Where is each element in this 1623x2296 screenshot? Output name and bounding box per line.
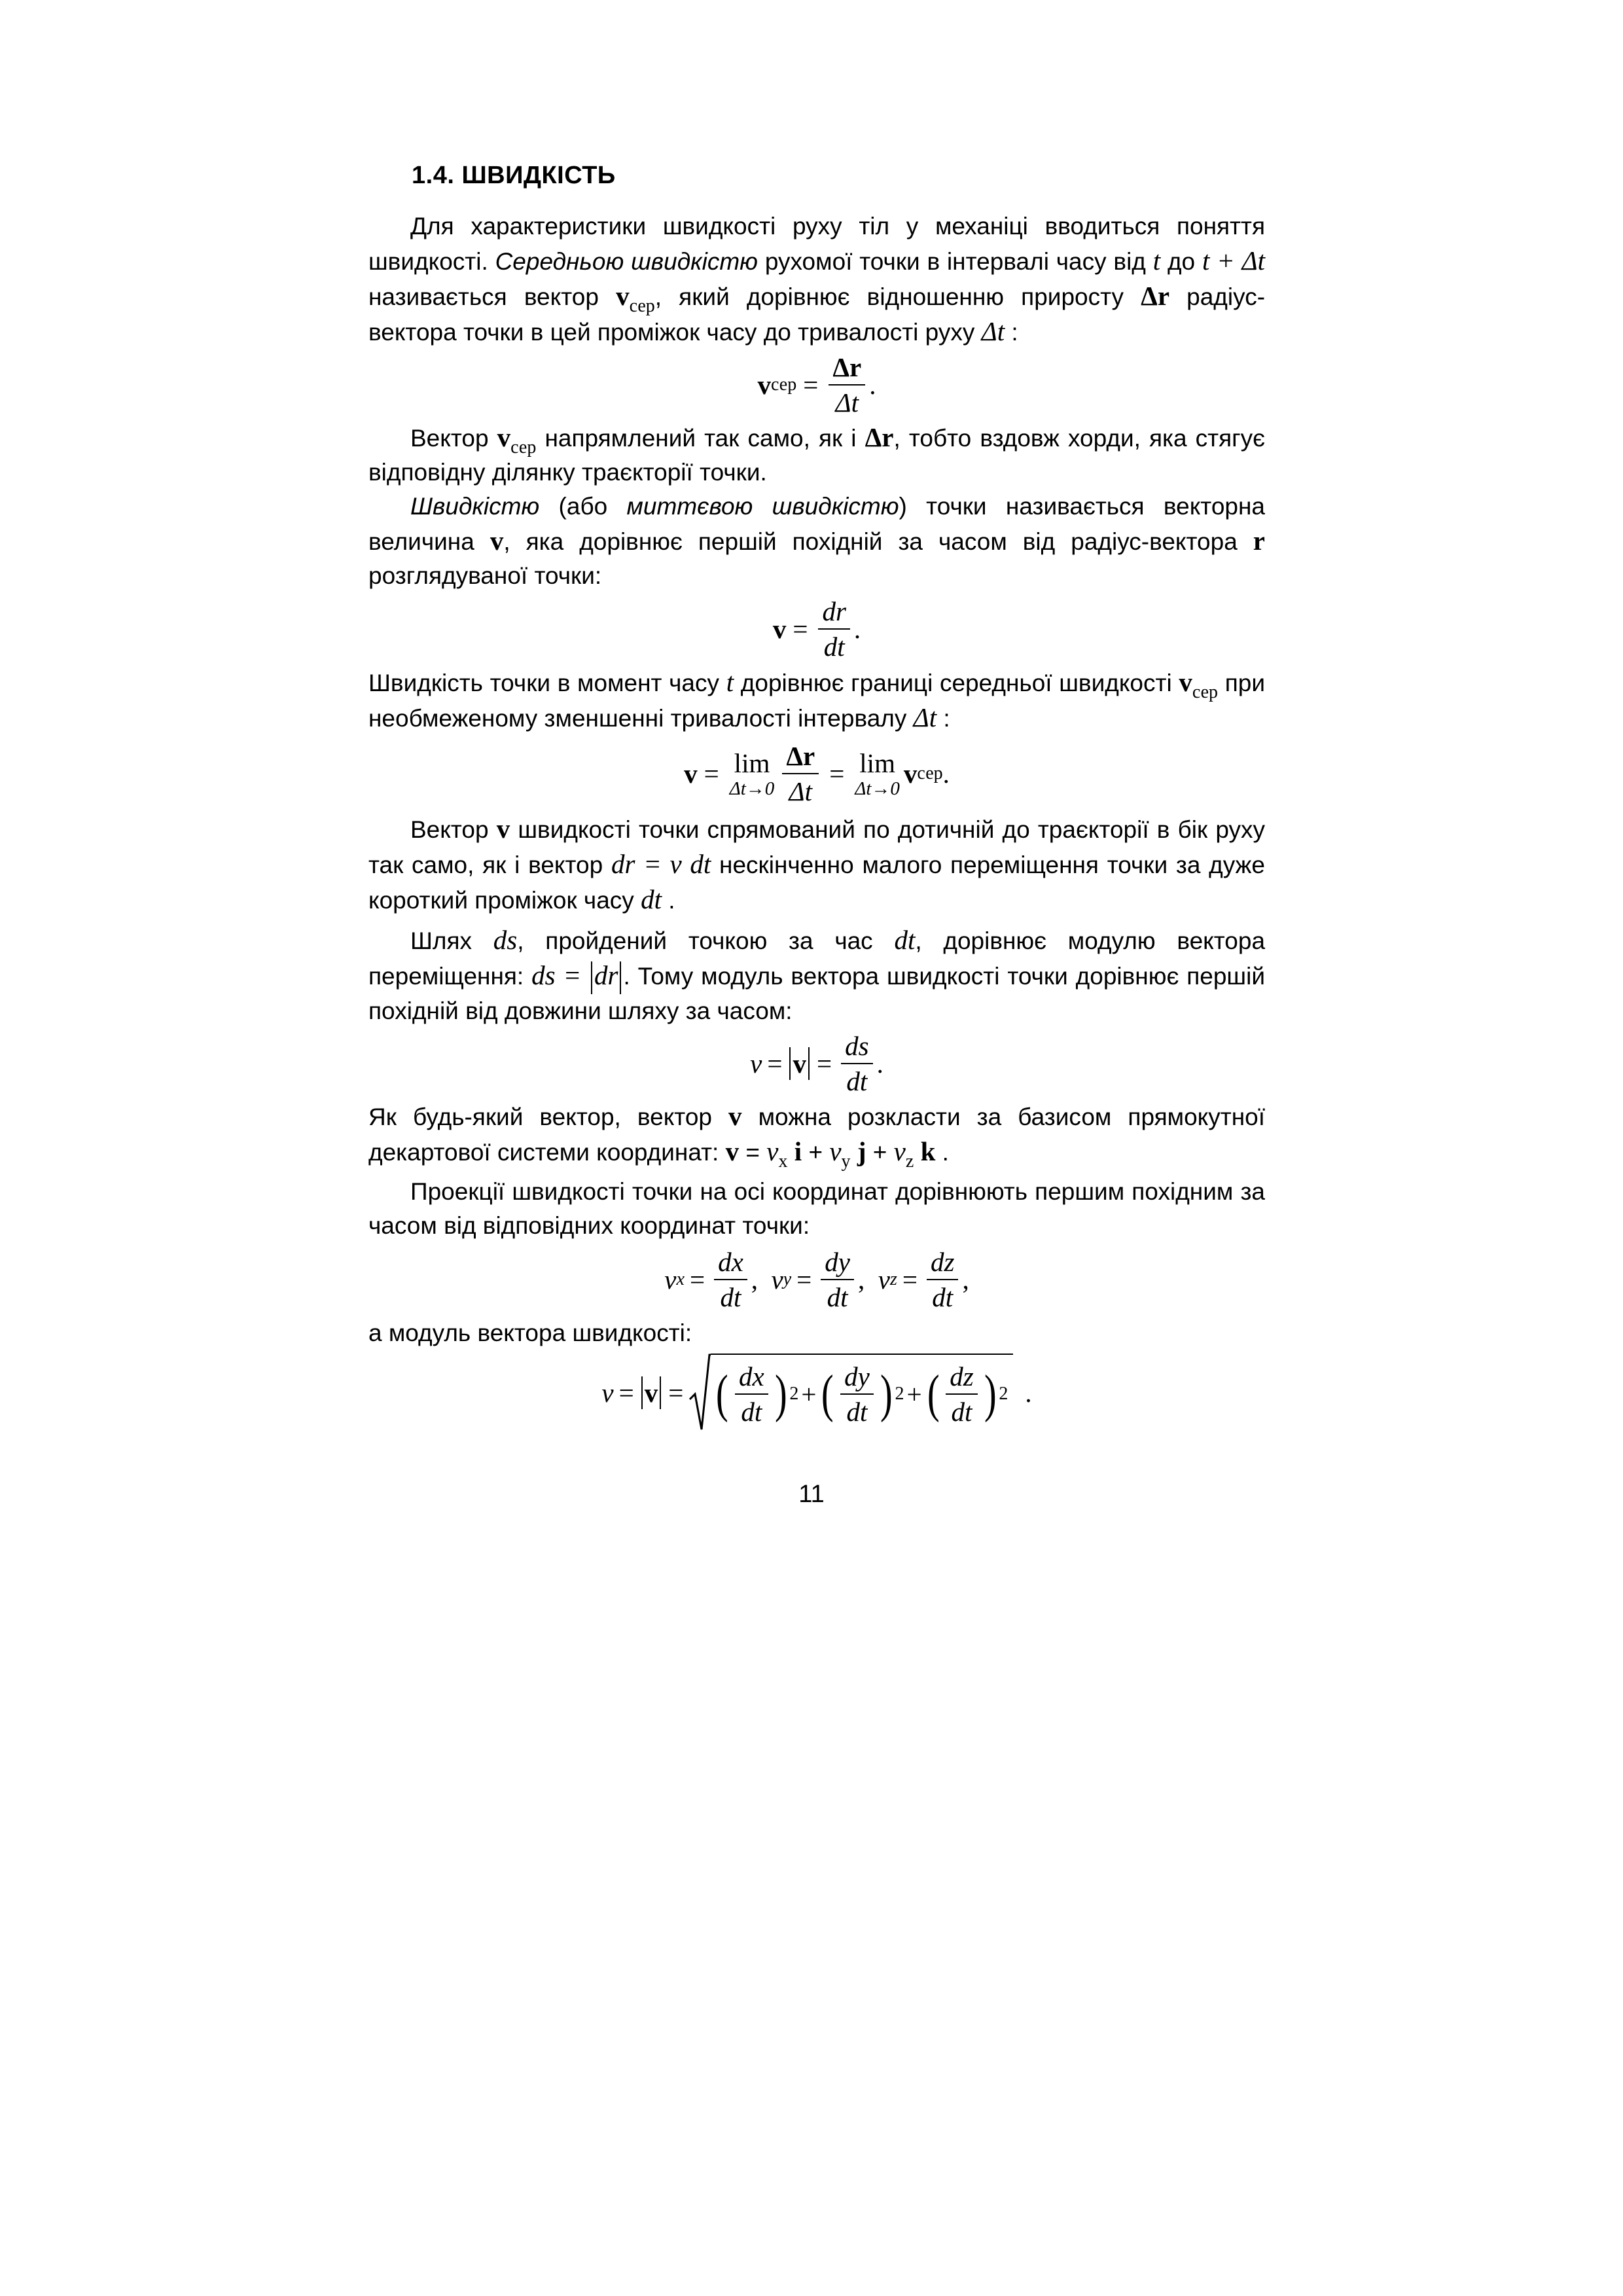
symbol-delta-r: Δr: [865, 422, 894, 452]
text: дорівнює границі середньої швидкості: [740, 670, 1172, 696]
lim-sub: Δt→0: [855, 778, 900, 799]
denominator: dt: [846, 1066, 868, 1097]
eq-v-italic: v: [750, 1049, 762, 1079]
fraction: [818, 594, 849, 664]
lim: lim: [734, 748, 770, 778]
fraction: [829, 350, 865, 420]
symbol-t: t: [726, 667, 734, 697]
text: ) точки називається векторна величина: [368, 493, 1266, 555]
unit-i: i: [794, 1136, 802, 1167]
lim-sub: Δt→0: [729, 778, 775, 799]
text: Шлях: [410, 927, 473, 954]
text: розглядуваної точки:: [368, 562, 602, 589]
denominator: dt: [823, 632, 845, 662]
symbol-r: r: [1253, 526, 1265, 556]
symbol-t: t: [1152, 245, 1161, 276]
text: при необмеженому зменшенні тривалості інтервалу: [368, 670, 1266, 732]
eq-v: v: [684, 759, 698, 789]
fraction: [714, 1245, 747, 1314]
equation-velocity: v = $\frac{dr}{dt}$ .: [368, 593, 1265, 665]
numerator: dy: [821, 1245, 854, 1280]
denominator: dt: [741, 1397, 762, 1427]
text: а модуль вектора швидкості:: [368, 1319, 692, 1347]
equation-limit: v = lim Δt→0 $\frac{\Delta r}{\Delta t}$ = lim Δt→0 v сер .: [368, 736, 1265, 812]
text: напрямлений так само, як і: [544, 425, 857, 452]
denominator: dt: [827, 1282, 848, 1313]
text: Для характеристики швидкості руху тіл у механіці вводиться поняття швидкості.: [368, 213, 1265, 275]
denominator: dt: [932, 1282, 954, 1313]
text: , пройдений точкою за час: [517, 927, 873, 954]
numerator: dz: [927, 1245, 958, 1280]
equation-components: v x = $\frac{dx}{dt}$ , v y = $\frac{dy}{dt}$ , v z = $\frac{dz}{dt}$ ,: [368, 1243, 1265, 1316]
paragraph-path: [368, 923, 1265, 1028]
denominator: dt: [720, 1282, 741, 1313]
numerator: dx: [714, 1245, 747, 1280]
symbol-t-plus-dt: t + Δt: [1202, 245, 1266, 276]
symbol-v: v: [497, 422, 511, 452]
paragraph-direction: [368, 420, 1265, 490]
term-instant-velocity: миттєвою швидкістю: [626, 493, 899, 520]
numerator: dy: [840, 1359, 874, 1395]
symbol-delta-t: Δt: [913, 702, 937, 732]
numerator: Δr: [782, 739, 819, 774]
text: швидкості точки спрямований по дотичній до траєкторії в бік руху так само, як і вектор: [368, 816, 1265, 878]
subscript-cep: сер: [510, 437, 537, 457]
fraction: [735, 1359, 768, 1429]
v-z: v: [878, 1265, 890, 1295]
text: , тобто вздовж хорди, яка стягує відповідну ділянку траєкторії точки.: [368, 425, 1266, 486]
section-title: 1.4. ШВИДКІСТЬ: [412, 162, 616, 189]
eq-v: v: [772, 614, 787, 644]
symbol-v: v: [490, 526, 504, 556]
symbol-v: v: [496, 814, 510, 844]
denominator: dt: [951, 1397, 972, 1427]
paragraph-average-velocity: Для характеристики швидкості руху тіл у механіці вводиться поняття швидкості. Середньою швидкістю рухомої точки в інтервалі часу від t до t + Δt називається вектор $v_{сер}$, який дорівнює відношенню приросту Δr радіус-вектора точки в цей проміжок часу до тривалості руху Δt :: [368, 213, 1266, 346]
text: радіус-вектора точки в цей проміжок часу до тривалості руху: [368, 283, 1266, 346]
unit-k: k: [920, 1136, 936, 1167]
lim: lim: [859, 748, 895, 778]
eq-v-cep: v: [903, 759, 918, 789]
v-x: v: [664, 1265, 677, 1295]
symbol-ds-eq: ds =: [531, 960, 589, 990]
page-number: 11: [798, 1480, 825, 1508]
denominator: dt: [846, 1397, 868, 1427]
v-y: v: [771, 1265, 783, 1295]
fraction: [927, 1245, 958, 1314]
eq-v: v: [793, 1049, 806, 1079]
symbol-v: v: [728, 1101, 742, 1132]
text: можна розкласти за базисом прямокутної декартової системи координат:: [368, 1103, 1265, 1166]
eq-v: v: [757, 370, 771, 400]
paragraph-projections: [368, 1175, 1265, 1243]
paragraph-modulus: [368, 1316, 1265, 1350]
symbol-ds: ds: [493, 925, 518, 955]
term-average-velocity: Середньою швидкістю: [495, 248, 758, 275]
subscript-cep: сер: [1192, 682, 1219, 702]
symbol-dt: dt: [641, 884, 662, 914]
paragraph-limit: Швидкість точки в момент часу t дорівнює границі середньої швидкості $v_{сер}$ при необмеженому зменшенні тривалості інтервалу Δt :: [368, 667, 1266, 732]
term-velocity: Швидкістю: [410, 493, 540, 520]
text: , дорівнює модулю вектора переміщення:: [368, 927, 1266, 990]
text: нескінченно малого переміщення точки за дуже короткий проміжок часу: [368, 852, 1265, 914]
fraction: [821, 1245, 854, 1314]
symbol-delta-t: Δt: [981, 316, 1005, 346]
limit: [730, 748, 775, 799]
limit: [855, 748, 900, 799]
paragraph-tangent: Вектор v швидкості точки спрямований по дотичній до траєкторії в бік руху так само, як і вектор dr = v dt нескінченно малого переміщення точки за дуже короткий проміжок часу dt .: [368, 814, 1265, 914]
unit-j: j: [857, 1136, 866, 1167]
eq-v: v: [725, 1136, 740, 1167]
fraction: [840, 1359, 874, 1429]
eq-v: v: [644, 1378, 658, 1408]
fraction: [841, 1029, 872, 1098]
numerator: dz: [946, 1359, 977, 1395]
text: рухомої точки в інтервалі часу від: [764, 248, 1146, 275]
v-y: v: [829, 1136, 842, 1167]
paragraph-instant-velocity: [368, 490, 1265, 593]
text: Проекції швидкості точки на осі координат дорівнюють першим похідним за часом від відповідних координат точки:: [368, 1178, 1265, 1240]
dr: dr: [822, 596, 846, 626]
text: називається вектор: [368, 283, 599, 310]
symbol-dr-eq: dr = v dt: [611, 849, 711, 879]
radical-sign: [688, 1354, 711, 1432]
eq-v-italic: v: [601, 1378, 614, 1408]
text: , яка дорівнює першій похідній за часом від радіус-вектора: [503, 528, 1238, 555]
numerator: [818, 594, 849, 630]
subscript-cep: сер: [629, 296, 655, 316]
symbol-delta-r: Δr: [1141, 281, 1170, 311]
equation-modulus: v = v = ( $\frac{dx}{dt}$ ) 2 + ( $\frac{dy}{dt}$ ) 2 + ( $\frac{dz}{dt}$ ) 2 .: [368, 1350, 1265, 1435]
numerator: ds: [841, 1029, 872, 1064]
text: Як будь-який вектор, вектор: [368, 1103, 712, 1131]
text-column: [368, 156, 1265, 1435]
text: Вектор: [410, 425, 489, 452]
text: Вектор: [410, 816, 489, 843]
sub-y: y: [841, 1151, 851, 1172]
denominator: Δt: [835, 387, 859, 418]
sub-z: z: [905, 1151, 914, 1172]
text: . Тому модуль вектора швидкості точки дорівнює першій похідній від довжини шляху за часом:: [368, 963, 1265, 1025]
numerator: dx: [735, 1359, 768, 1395]
text: (або: [558, 493, 608, 520]
denominator: Δt: [789, 776, 812, 806]
symbol-v: v: [616, 281, 630, 311]
text: до: [1167, 248, 1196, 275]
fraction: [946, 1359, 977, 1429]
text: Швидкість точки в момент часу: [368, 670, 719, 696]
v-x: v: [766, 1136, 779, 1167]
v-z: v: [893, 1136, 906, 1167]
symbol-v: v: [1179, 667, 1192, 697]
square-root: [688, 1354, 1013, 1432]
symbol-dr: dr: [594, 960, 618, 990]
numerator: Δr: [829, 350, 865, 386]
text: , який дорівнює відношенню приросту: [654, 283, 1124, 310]
equation-average-velocity: v сер = $\frac{\Delta r}{\Delta t}$ .: [368, 350, 1265, 420]
symbol-dt: dt: [894, 925, 916, 955]
radicand: ( $\frac{dx}{dt}$ ) 2 + ( $\frac{dy}{dt}$ ) 2 + ( $\frac{dz}{dt}$ ) 2: [711, 1354, 1013, 1432]
equation-speed: v = v = $\frac{ds}{dt}$ .: [368, 1028, 1265, 1099]
fraction: [782, 739, 819, 808]
sub-x: x: [778, 1151, 788, 1172]
paragraph-decompose: Як будь-який вектор, вектор v можна розкласти за базисом прямокутної декартової системи координат: $v = v_x$ $i + v_y$ $j + v_z$ k .: [368, 1101, 1265, 1172]
